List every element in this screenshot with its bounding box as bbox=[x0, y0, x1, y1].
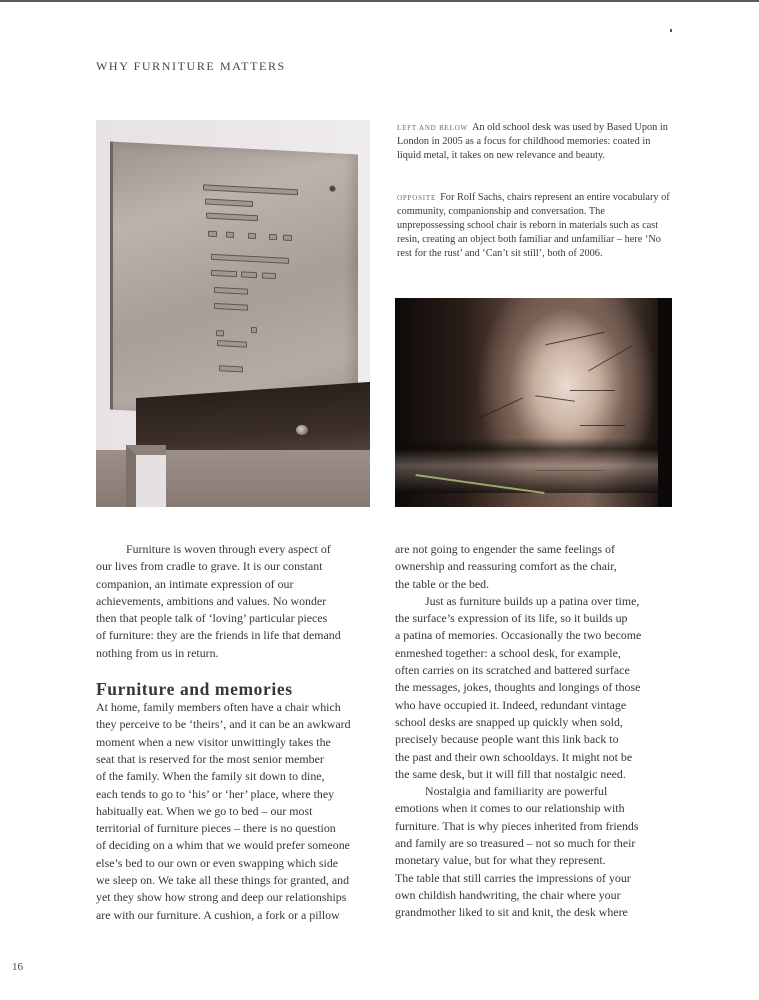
desk-edge-band bbox=[395, 438, 672, 493]
desk-plaque bbox=[208, 231, 217, 237]
desk-plaque bbox=[241, 271, 257, 278]
school-desk-photo bbox=[96, 120, 370, 507]
caption-opposite bbox=[397, 191, 672, 261]
scratch-mark bbox=[546, 332, 605, 345]
scratch-mark bbox=[580, 425, 625, 426]
desk-plaque bbox=[217, 340, 247, 348]
desk-plaque bbox=[226, 232, 234, 238]
desk-plaque bbox=[251, 327, 257, 333]
desk-plaque bbox=[203, 184, 298, 195]
intro-paragraph: Furniture is woven through every aspect of our lives from cradle to grave. It is our constant companion, an intimate expression of our achievements, ambitions and values. No wonder then that people talk of ‘loving’ particular pieces of furniture: they are the friends in life that demand nothing from us in return. bbox=[96, 542, 341, 660]
section-heading: Furniture and memories bbox=[96, 679, 293, 700]
body-column-right bbox=[395, 541, 675, 922]
print-speck bbox=[670, 29, 672, 32]
desk-plaque bbox=[283, 235, 292, 241]
desk-side-shadow bbox=[658, 298, 672, 507]
desk-plaque bbox=[214, 303, 248, 311]
scratch-mark bbox=[477, 397, 523, 419]
paragraph-nostalgia: Nostalgia and familiarity are powerful emotions when it comes to our relationship with furniture. That is why pieces inherited from friends and family are so treasured – not so much for their monetary value, but for what they represent. The table that still carries the impressions of your own childish handwriting, the chair where your grandmother liked to sit and knit, the desk where bbox=[395, 784, 639, 920]
desk-plaque bbox=[211, 270, 237, 277]
section-paragraph: At home, family members often have a chair which they perceive to be ‘theirs’, and it can be an awkward moment when a new visitor unwittingly takes the seat that is reserved for the most senior member of the family. When the family sit down to dine, each tends to go to ‘his’ or ‘her’ place, where they habitually eat. When we go to bed – our most territorial of furniture pieces – there is no question of deciding on a whim that we would prefer someone else’s bed to our own or even swapping which side we sleep on. We take all these things for granted, and yet they show how strong and deep our relationships are with our furniture. A cushion, a fork or a pillow bbox=[96, 700, 351, 922]
desk-lid bbox=[110, 142, 358, 423]
page-top-border bbox=[0, 0, 759, 2]
caption-left-and-below bbox=[397, 121, 672, 163]
desk-plaque bbox=[216, 330, 224, 336]
desk-leg bbox=[126, 445, 166, 507]
desk-plaque bbox=[219, 365, 243, 372]
body-column-left bbox=[96, 541, 376, 924]
desk-lid-knob bbox=[329, 185, 336, 192]
desk-plaque bbox=[214, 287, 248, 295]
desk-plaque bbox=[206, 213, 258, 222]
desk-plaque bbox=[262, 272, 276, 279]
scratch-mark bbox=[535, 395, 575, 402]
desk-ball bbox=[296, 425, 308, 435]
caption-text: For Rolf Sachs, chairs represent an entire vocabulary of community, companionship and conversation. The unprepossessing school chair is reborn in materials such as cast resin, creating an object both familiar and unfamiliar – here ‘No rest for the rust’ and ‘Can’t sit still’, both of 2006. bbox=[397, 192, 670, 259]
scratch-mark bbox=[588, 346, 632, 372]
desk-plaque bbox=[248, 233, 256, 239]
caption-text: An old school desk was used by Based Upon in London in 2005 as a focus for childhood memories: coated in liquid metal, it takes on new relevance and beauty. bbox=[397, 122, 668, 161]
running-head: WHY FURNITURE MATTERS bbox=[96, 59, 286, 73]
scratched-desk-photo bbox=[395, 298, 672, 507]
caption-lead: OPPOSITE bbox=[397, 194, 437, 202]
paragraph-continuation: are not going to engender the same feelings of ownership and reassuring comfort as the chair, the table or the bed. bbox=[395, 542, 617, 591]
scratch-mark bbox=[570, 390, 615, 391]
desk-plaque bbox=[205, 198, 253, 207]
page-number: 16 bbox=[12, 961, 23, 973]
paragraph-patina: Just as furniture builds up a patina over time, the surface’s expression of its life, so it builds up a patina of memories. Occasionally the two become enmeshed together: a school desk, for example, often carries on its scratched and battered surface the messages, jokes, thoughts and longings of those who have occupied it. Indeed, redundant vintage school desks are snapped up quickly when sold, precisely because people want this link back to the past and their own schooldays. It might not be the same desk, but it will fill that nostalgic need. bbox=[395, 593, 642, 781]
desk-plaque bbox=[269, 234, 277, 240]
desk-plaque bbox=[211, 254, 289, 264]
caption-lead: LEFT AND BELOW bbox=[397, 124, 468, 132]
